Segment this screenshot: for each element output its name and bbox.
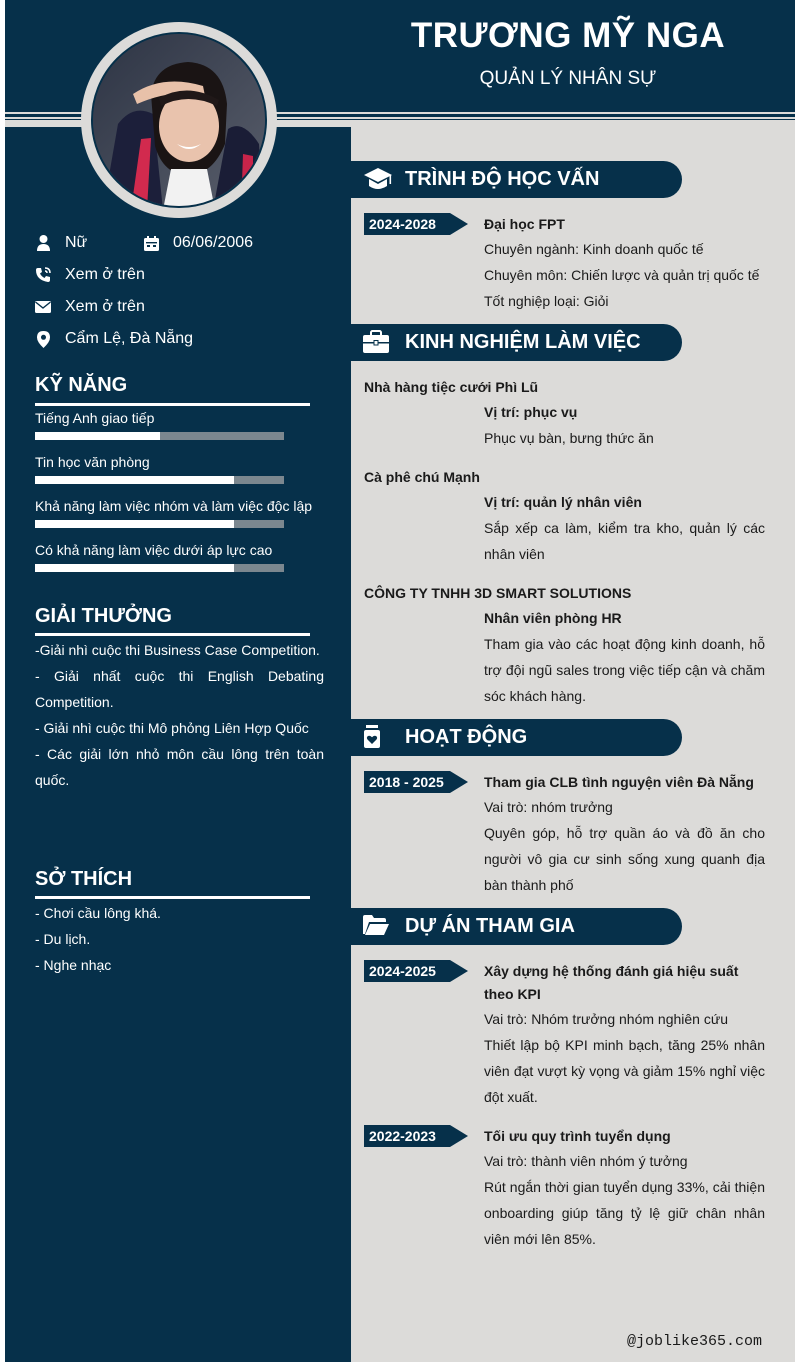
- briefcase-icon: [363, 330, 393, 356]
- award-item: -Giải nhì cuộc thi Business Case Competition.: [35, 642, 320, 658]
- project-date: 2022-2023: [369, 1128, 436, 1144]
- candidate-name: TRƯƠNG MỸ NGA: [410, 16, 726, 55]
- skill-bar: [35, 476, 284, 484]
- email-value: Xem ở trên: [65, 298, 145, 315]
- awards-list: [35, 637, 324, 793]
- hobbies-underline: [35, 896, 310, 899]
- hobby-item: - Du lịch.: [35, 931, 91, 947]
- phone-value: Xem ở trên: [65, 266, 145, 283]
- activity-name: Tham gia CLB tình nguyện viên Đà Nẵng: [484, 774, 754, 790]
- education-line: Chuyên ngành: Kinh doanh quốc tế: [484, 241, 704, 257]
- skill-bar-fill: [35, 476, 234, 484]
- project-description: Thiết lập bộ KPI minh bạch, tăng 25% nhân viên đạt vượt kỳ vọng và giảm 15% nghỉ việc đột xuất.: [484, 1037, 765, 1105]
- skill-bar-fill: [35, 564, 234, 572]
- project-role: Vai trò: Nhóm trưởng nhóm nghiên cứu: [484, 1011, 729, 1027]
- avatar-photo: [93, 34, 267, 208]
- company-name: CÔNG TY TNHH 3D SMART SOLUTIONS: [364, 585, 632, 601]
- hobbies-title: SỞ THÍCH: [35, 868, 133, 890]
- projects-title: DỰ ÁN THAM GIA: [405, 915, 575, 937]
- job-position: Vị trí: phục vụ: [484, 404, 578, 420]
- cv-page: [5, 0, 795, 1362]
- education-line: Tốt nghiệp loại: Giỏi: [484, 293, 609, 309]
- award-item: - Giải nhì cuộc thi Mô phỏng Liên Hợp Quốc: [35, 720, 309, 736]
- skill-bar: [35, 564, 284, 572]
- avatar: [91, 32, 267, 208]
- skill-label: Có khả năng làm việc dưới áp lực cao: [35, 542, 273, 558]
- project-date: 2024-2025: [369, 963, 436, 979]
- activity-description: Quyên góp, hỗ trợ quần áo và đồ ăn cho người vô gia cư sinh sống xung quanh địa bàn thành phố: [484, 825, 765, 893]
- job-description: Phục vụ bàn, bưng thức ăn: [484, 430, 654, 446]
- activities-title: HOẠT ĐỘNG: [405, 726, 528, 748]
- project-name: Xây dựng hệ thống đánh giá hiệu suất theo KPI: [484, 963, 739, 1002]
- experience-title: KINH NGHIỆM LÀM VIỆC: [405, 331, 641, 353]
- date-tag: [364, 960, 468, 982]
- phone-icon: [35, 267, 51, 283]
- date-tag: [364, 1125, 468, 1147]
- experience-header: [351, 324, 682, 361]
- job-position: Vị trí: quản lý nhân viên: [484, 494, 642, 510]
- job-position: Nhân viên phòng HR: [484, 610, 622, 626]
- watermark: @joblike365.com: [627, 1333, 763, 1350]
- activities-header: [351, 719, 682, 756]
- birthday-row: [143, 234, 253, 252]
- project-description: Rút ngắn thời gian tuyển dụng 33%, cải thiện onboarding giúp tăng tỷ lệ giữ chân nhân viên mới lên 85%.: [484, 1179, 765, 1247]
- projects-header: [351, 908, 682, 945]
- awards-underline: [35, 633, 310, 636]
- job-description: Sắp xếp ca làm, kiểm tra kho, quản lý các nhân viên: [484, 520, 765, 562]
- skill-bar: [35, 520, 284, 528]
- email-row: [35, 298, 145, 316]
- address-value: Cẩm Lệ, Đà Nẵng: [65, 330, 194, 347]
- award-item: - Các giải lớn nhỏ môn cầu lông trên toàn quốc.: [35, 746, 324, 788]
- graduation-cap-icon: [363, 167, 393, 193]
- hobbies-list: [35, 900, 324, 978]
- hobby-item: - Chơi cầu lông khá.: [35, 905, 161, 921]
- activity-date: 2018 - 2025: [369, 774, 444, 790]
- skill-label: Khả năng làm việc nhóm và làm việc độc lập: [35, 498, 313, 514]
- activity-role: Vai trò: nhóm trưởng: [484, 799, 613, 815]
- skill-bar: [35, 432, 284, 440]
- school-name: Đại học FPT: [484, 216, 565, 232]
- phone-row: [35, 266, 145, 284]
- education-header: [351, 161, 682, 198]
- education-line: Chuyên môn: Chiến lược và quản trị quốc tế: [484, 267, 760, 283]
- badge-heart-icon: [363, 725, 393, 751]
- job-title: QUẢN LÝ NHÂN SỰ: [479, 68, 657, 89]
- education-title: TRÌNH ĐỘ HỌC VẤN: [405, 168, 600, 190]
- skill-bar-fill: [35, 520, 234, 528]
- user-icon: [35, 235, 51, 251]
- skills-title: KỸ NĂNG: [35, 374, 128, 396]
- awards-title: GIẢI THƯỞNG: [35, 605, 172, 627]
- award-item: - Giải nhất cuộc thi English Debating Competition.: [35, 668, 324, 710]
- project-name: Tối ưu quy trình tuyển dụng: [484, 1128, 671, 1144]
- company-name: Nhà hàng tiệc cưới Phì Lũ: [364, 379, 539, 395]
- birthday-value: 06/06/2006: [173, 234, 254, 251]
- gender-value: Nữ: [65, 234, 88, 251]
- date-tag: [364, 213, 468, 235]
- address-row: [35, 330, 193, 348]
- location-pin-icon: [35, 331, 51, 347]
- date-tag: [364, 771, 468, 793]
- project-role: Vai trò: thành viên nhóm ý tưởng: [484, 1153, 688, 1169]
- education-date: 2024-2028: [369, 216, 436, 232]
- envelope-icon: [35, 299, 51, 315]
- hobby-item: - Nghe nhạc: [35, 957, 112, 973]
- skills-underline: [35, 403, 310, 406]
- skill-bar-fill: [35, 432, 160, 440]
- job-description: Tham gia vào các hoạt động kinh doanh, hỗ trợ đội ngũ sales trong việc tiếp cận và chăm sóc khách hàng.: [484, 636, 765, 704]
- skill-label: Tin học văn phòng: [35, 454, 150, 470]
- skill-label: Tiếng Anh giao tiếp: [35, 410, 155, 426]
- calendar-icon: [143, 235, 159, 251]
- company-name: Cà phê chú Mạnh: [364, 469, 480, 485]
- gender-row: [35, 234, 87, 252]
- folder-open-icon: [363, 914, 393, 940]
